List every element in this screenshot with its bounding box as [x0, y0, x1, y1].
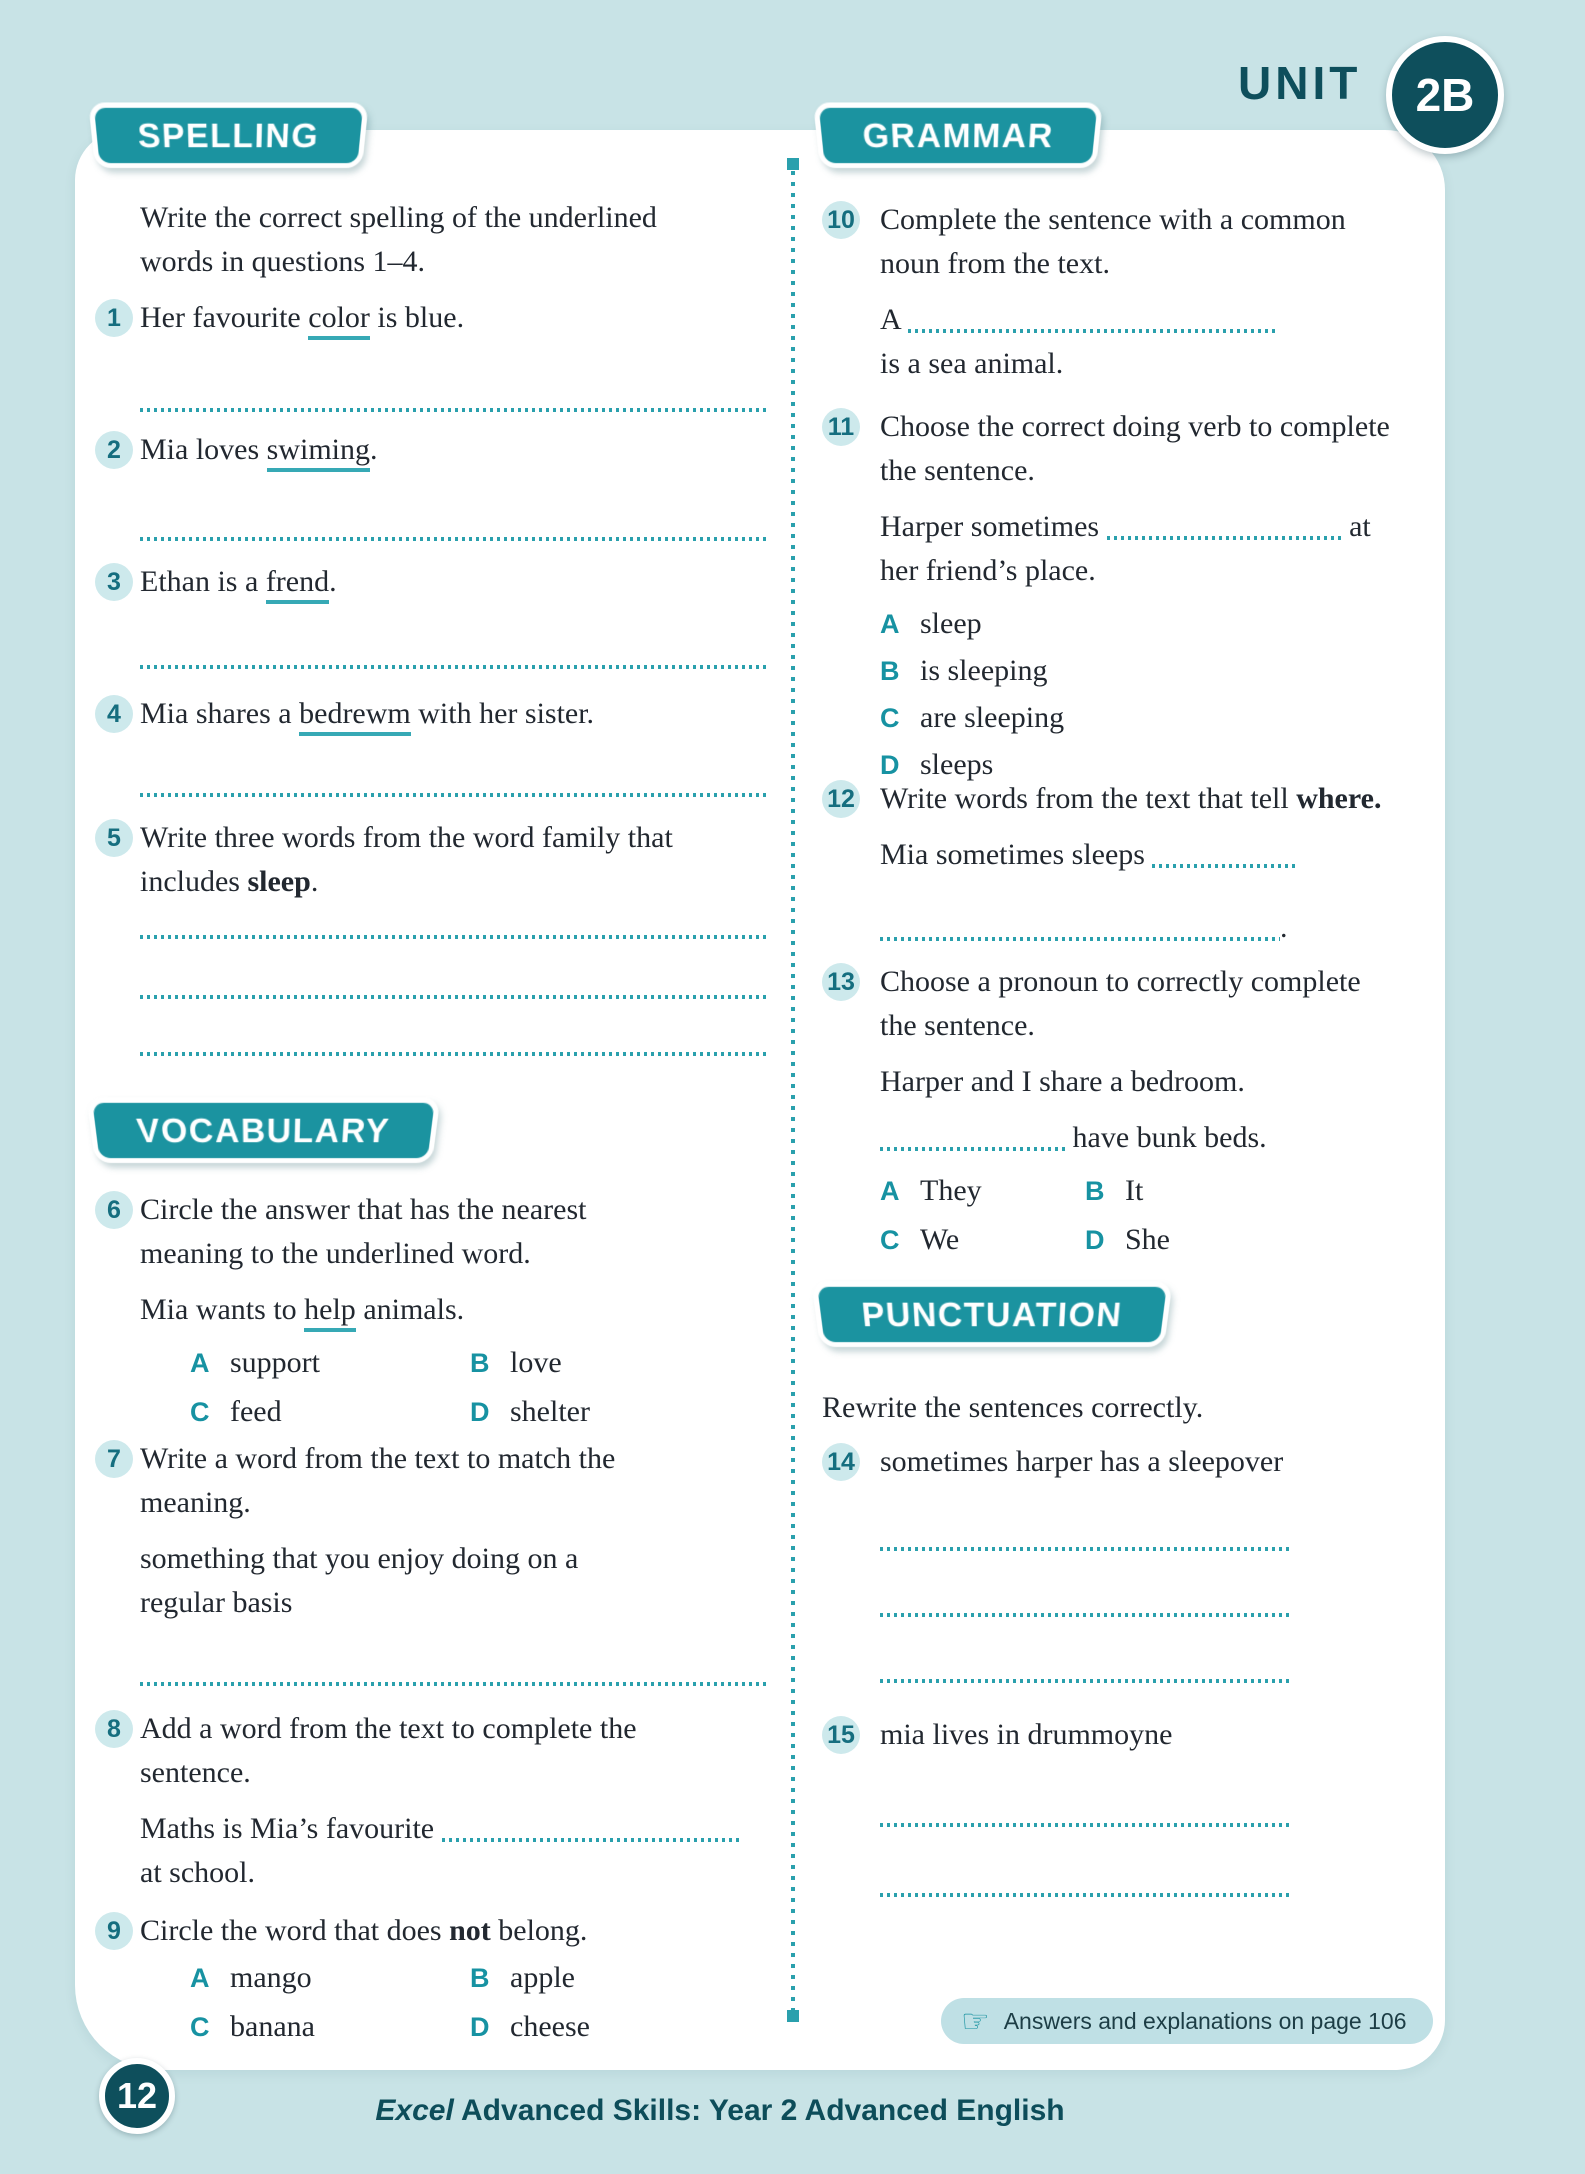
- stimulus-sentence: Harper and I share a bedroom.: [880, 1065, 1245, 1098]
- question-text: mia lives in drummoyne: [880, 1718, 1173, 1751]
- question-7: [95, 1437, 795, 1625]
- question-text: sentence.: [140, 1756, 251, 1789]
- underlined-word: bedrewm: [299, 697, 411, 736]
- answers-reference-text: Answers and explanations on page 106: [1003, 2007, 1407, 2034]
- answer-line[interactable]: [880, 1613, 1290, 1617]
- option-d[interactable]: D She: [1085, 1223, 1170, 1256]
- answer-line[interactable]: [140, 408, 768, 412]
- fill-in-sentence: Maths is Mia’s favourite: [140, 1807, 795, 1851]
- unit-badge-text: 2B: [1415, 69, 1475, 121]
- answer-line[interactable]: [880, 1893, 1290, 1897]
- question-text: noun from the text.: [880, 247, 1110, 280]
- unit-label: UNIT: [1238, 57, 1362, 109]
- question-text: Ethan is a frend.: [140, 560, 795, 604]
- section-title: GRAMMAR: [861, 116, 1056, 155]
- answer-line[interactable]: [140, 1052, 768, 1056]
- question-number: 3: [95, 563, 133, 601]
- answer-blank[interactable]: [908, 303, 1278, 333]
- bold-word: sleep: [247, 865, 311, 898]
- answer-line[interactable]: [880, 1679, 1290, 1683]
- question-number: 14: [822, 1443, 860, 1481]
- answer-line[interactable]: [140, 537, 768, 541]
- question-8: 8 Add a word from the text to complete the sentence. Maths is Mia’s favourite at school.: [95, 1707, 795, 1895]
- bold-word: where.: [1296, 782, 1382, 815]
- question-11: 11 Choose the correct doing verb to complete the sentence. Harper sometimes at her friend’s place. A sleep B is sleeping C are sleeping D sleeps: [822, 405, 1422, 791]
- question-12: [822, 777, 1422, 877]
- fill-in-sentence: Mia sometimes sleeps: [880, 833, 1422, 877]
- option-c[interactable]: C are sleeping: [880, 701, 1065, 734]
- question-text: meaning.: [140, 1486, 251, 1519]
- question-text: the sentence.: [880, 1009, 1035, 1042]
- question-1: [95, 296, 795, 340]
- page-number-badge: [99, 2058, 175, 2134]
- question-text: meaning to the underlined word.: [140, 1237, 531, 1270]
- answer-line[interactable]: [140, 995, 768, 999]
- question-14: [822, 1440, 1422, 1484]
- answer-line[interactable]: [140, 935, 768, 939]
- option-d[interactable]: D sleeps: [880, 748, 994, 781]
- question-number: 8: [95, 1710, 133, 1748]
- answer-blank[interactable]: [1107, 510, 1342, 540]
- option-grid: [190, 1957, 795, 2053]
- question-10: 10 Complete the sentence with a common noun from the text. A is a sea animal.: [822, 198, 1422, 386]
- question-text: Write a word from the text to match the: [140, 1442, 616, 1475]
- answer-blank[interactable]: [442, 1812, 742, 1842]
- option-c[interactable]: C feed: [190, 1395, 282, 1428]
- question-6: [95, 1188, 795, 1438]
- section-title: SPELLING: [136, 116, 321, 155]
- option-a[interactable]: A They: [880, 1174, 982, 1207]
- clue-text: something that you enjoy doing on a regular basis: [140, 1542, 579, 1619]
- option-b[interactable]: B is sleeping: [880, 654, 1048, 687]
- question-number: 5: [95, 819, 133, 857]
- divider-cap-top: [787, 158, 799, 170]
- answer-blank[interactable]: [1152, 838, 1297, 868]
- option-c[interactable]: C banana: [190, 2010, 315, 2043]
- question-number: 1: [95, 299, 133, 337]
- fill-in-sentence: have bunk beds.: [880, 1116, 1422, 1160]
- underlined-word: frend: [266, 565, 329, 604]
- question-text: Complete the sentence with a common: [880, 203, 1346, 236]
- option-b[interactable]: B apple: [470, 1961, 575, 1994]
- answers-reference[interactable]: [941, 1998, 1433, 2044]
- question-number: 15: [822, 1716, 860, 1754]
- answer-line[interactable]: [880, 1823, 1290, 1827]
- question-text: Choose a pronoun to correctly complete: [880, 965, 1361, 998]
- question-9: [95, 1909, 795, 2053]
- answer-blank[interactable]: [880, 1121, 1065, 1151]
- question-2: [95, 428, 795, 472]
- section-banner-grammar: [813, 102, 1103, 168]
- question-number: 2: [95, 431, 133, 469]
- answer-line-row: .: [880, 906, 1288, 950]
- question-text: Her favourite color is blue.: [140, 296, 795, 340]
- question-4: [95, 692, 795, 736]
- answer-line[interactable]: [140, 1682, 768, 1686]
- section-banner-vocabulary: [87, 1097, 441, 1163]
- question-number: 9: [95, 1912, 133, 1950]
- punctuation-instructions: Rewrite the sentences correctly.: [822, 1391, 1204, 1424]
- option-a[interactable]: A sleep: [880, 607, 982, 640]
- spelling-instructions: Write the correct spelling of the underlined words in questions 1–4.: [140, 201, 657, 278]
- question-5: [95, 816, 795, 904]
- question-text: Choose the correct doing verb to complete: [880, 410, 1390, 443]
- pointing-hand-icon: ☞: [961, 2003, 990, 2039]
- underlined-word: color: [308, 301, 370, 340]
- answer-line[interactable]: [140, 793, 768, 797]
- question-text: Write three words from the word family that includes sleep.: [140, 821, 673, 898]
- book-brand: Excel: [375, 2094, 454, 2127]
- book-title: Excel Advanced Skills: Year 2 Advanced English: [375, 2094, 1065, 2127]
- question-text: sometimes harper has a sleepover: [880, 1445, 1284, 1478]
- question-number: 4: [95, 695, 133, 733]
- option-list: [880, 603, 1422, 791]
- option-grid: [190, 1342, 795, 1438]
- question-number: 11: [822, 408, 860, 446]
- section-title: PUNCTUATION: [859, 1295, 1125, 1334]
- question-text: Add a word from the text to complete the: [140, 1712, 637, 1745]
- question-text: Write words from the text that tell where.: [880, 782, 1382, 815]
- section-title: VOCABULARY: [135, 1111, 392, 1150]
- answer-line[interactable]: [880, 911, 1280, 941]
- question-number: 13: [822, 963, 860, 1001]
- question-number: 7: [95, 1440, 133, 1478]
- option-d[interactable]: D shelter: [470, 1395, 590, 1428]
- section-banner-spelling: [88, 102, 368, 168]
- option-b[interactable]: B love: [470, 1346, 562, 1379]
- option-grid: [880, 1170, 1422, 1266]
- question-text: Mia loves swiming.: [140, 428, 795, 472]
- question-number: 12: [822, 780, 860, 818]
- fill-in-sentence: A: [880, 298, 1422, 342]
- question-number: 10: [822, 201, 860, 239]
- question-15: [822, 1713, 1422, 1757]
- answer-line[interactable]: [880, 1547, 1290, 1551]
- answer-line[interactable]: [140, 665, 768, 669]
- underlined-word: help: [304, 1293, 356, 1332]
- question-3: [95, 560, 795, 604]
- question-text: Circle the word that does not belong.: [140, 1914, 588, 1947]
- option-c[interactable]: C We: [880, 1223, 960, 1256]
- option-a[interactable]: A mango: [190, 1961, 312, 1994]
- option-b[interactable]: B It: [1085, 1174, 1144, 1207]
- bold-word: not: [449, 1914, 491, 1947]
- option-d[interactable]: D cheese: [470, 2010, 590, 2043]
- question-13: [822, 960, 1422, 1266]
- stimulus-sentence: Mia wants to help animals.: [140, 1288, 795, 1332]
- section-banner-punctuation: [811, 1281, 1173, 1347]
- question-text: Circle the answer that has the nearest: [140, 1193, 587, 1226]
- option-a[interactable]: A support: [190, 1346, 320, 1379]
- fill-in-sentence: Harper sometimes at: [880, 510, 1371, 543]
- question-text: the sentence.: [880, 454, 1035, 487]
- unit-badge: [1386, 36, 1504, 154]
- question-number: 6: [95, 1191, 133, 1229]
- page-number: 12: [116, 2075, 158, 2116]
- underlined-word: swiming: [267, 433, 370, 472]
- question-text: Mia shares a bedrewm with her sister.: [140, 692, 795, 736]
